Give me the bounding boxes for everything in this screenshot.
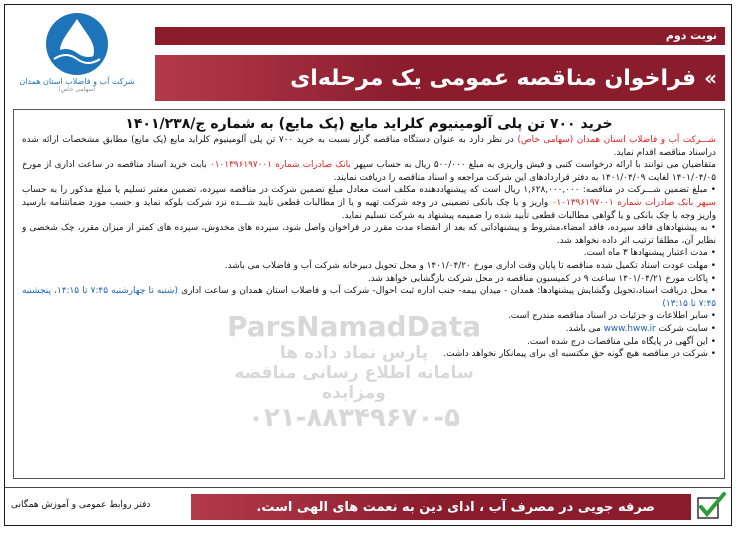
watermark-brand: ParsNamadData (227, 310, 481, 343)
paragraph-details: • سایر اطلاعات و جزئیات در اسناد مناقصه مندرج است. (507, 311, 716, 322)
guarantee-text-a: • مبلغ تضمین شـــرکت در مناقصه: ۱,۶۲۸,۰۰۰,۰۰۰ ریال است که پیشنهاددهنده مکلف است معادل مبلغ تضمین شرکت در مناقصه سپرده، تضمین معتبر تسلیم یا مبلغ مذکور را به حساب (22, 185, 717, 196)
paragraph-rejection: • به پیشنهادهای فاقد سپرده، فاقد امضاء،مشروط و پیشنهاداتی که بعد از انقضاء مدت مقرر در فراخوان واصل شود، سپرده های مخدوش، سپرده های کمتر از میزان مقرر، چک شخصی و نظایر آن، مطلقا ترتیب اثر داده نخواهد شد. (22, 223, 716, 246)
paragraph-validity: • مدت اعتبار پیشنهادها ۳ ماه است. (583, 248, 716, 259)
paragraph-no-rights: • شرکت در مناقصه هیچ گونه حق مکتسبه ای برای پیمانکار نخواهد داشت. (443, 349, 716, 360)
watermark-sub: سامانه اطلاع رسانی مناقصه ومزایده (234, 363, 474, 403)
office-hours-highlight: (شنبه تا چهارشنبه ۷:۴۵ تا ۱۴:۱۵، پنجشنبه ۷:۴۵ تا ۱۳:۱۵) (22, 286, 716, 309)
double-chevron-icon: » (704, 66, 717, 90)
guarantee-text-b: واریز و یا چک بانکی تضمینی در وجه شرکت تهیه و یا از مطالبات قطعی تأیید شـــده نزد شرکت بلوکه نماید و حسب مورد ضمانتنامه بارسید واریز وجه یا چک بانکی و یا گواهی مطالبات قطعی تأیید شده را ضمیمه پیشنهاد به شرکت تسلیم نماید. (22, 197, 716, 221)
notice-footer (5, 487, 731, 526)
paragraph-national-portal: • این آگهی در پایگاه ملی مناقصات درج شده است. (526, 336, 716, 347)
website-text-b: می باشد. (565, 323, 604, 334)
logo-company-name: شرکت آب و فاضلاب استان همدان (19, 77, 135, 86)
tender-notice (4, 4, 732, 526)
purchase-text-b: بابت خرید اسناد مناقصه در ساعت اداری از مورخ ۱۴۰۱/۰۴/۰۵ لغایت ۱۴۰۱/۰۴/۰۹ به دفتر قراردادهای این شرکت مراجعه و اسناد مناقصه را دریافت نمایند. (22, 160, 716, 183)
company-logo (13, 11, 141, 103)
notice-body (13, 109, 725, 479)
website-link[interactable]: www.hww.ir (603, 323, 656, 334)
guarantee-account-highlight: سپهر بانک صادرات شماره ۰۱۰۱۳۹۶۱۹۷۰۰۱ (551, 197, 716, 208)
round-badge: نوبت دوم (155, 27, 725, 45)
water-drop-logo-icon (46, 13, 108, 75)
paragraph-website (22, 323, 716, 336)
location-text: • محل دریافت اسناد،تحویل وگشایش پیشنهادها: همدان - میدان بیمه- جنب اداره ثبت احوال- شرکت آب و فاضلاب استان همدان و ساعت اداری (177, 286, 716, 297)
paragraph-documents-purchase (22, 159, 716, 184)
watermark-phone: ۰۲۱-۸۸۳۴۹۶۷۰-۵ (247, 403, 460, 433)
slogan-text: صرفه جویی در مصرف آب ، ادای دین به نعمت های الهی است. (256, 499, 655, 515)
intro-text: در نظر دارد به عنوان دستگاه مناقصه گزار نسبت به خرید ۷۰۰ تن پلی آلومینیوم کلراید مایع (پک مایع) مطابق مشخصات ارائه شده دراسناد مناقصه اقدام نماید. (22, 135, 716, 158)
checkmark-icon (695, 490, 727, 522)
notice-header (5, 5, 731, 105)
paragraph-intro (22, 134, 716, 159)
purchase-text-a: متقاضیان می توانند با ارائه درخواست کتبی و فیش واریزی به مبلغ ۵۰۰/۰۰۰ ریال به حساب سپهر (350, 160, 716, 171)
watermark-name: پارس نماد داده ها (279, 343, 429, 363)
paragraph-deadline: • مهلت عودت اسناد تکمیل شده مناقصه تا پایان وقت اداری مورخ ۱۴۰۱/۰۴/۲۰ و محل تحویل دبیرخانه شرکت آب و فاضلاب می باشد. (224, 260, 716, 271)
document-heading: خرید ۷۰۰ تن پلی آلومینیوم کلراید مایع (پک مایع) به شماره ج/۱۴۰۱/۲۳۸ (125, 116, 613, 132)
notice-title-bar (155, 55, 725, 101)
water-saving-slogan (191, 494, 691, 520)
company-name-highlight: شـــرکت آب و فاضلاب استان همدان (سهامی خاص) (517, 135, 716, 145)
paragraph-guarantee (22, 184, 716, 222)
notice-title: فراخوان مناقصه عمومی یک مرحله‌ای (290, 65, 697, 91)
bank-account-highlight: بانک صادرات شماره ۰۱۰۱۳۹۶۱۹۷۰۰۱ (209, 160, 351, 171)
website-text-a: • سایت شرکت (655, 323, 716, 334)
paragraph-location (22, 285, 716, 310)
paragraph-opening: • پاکات مورخ ۱۴۰۱/۰۴/۲۱ ساعت ۹ در کمیسیون مناقصه در محل شرکت بازگشایی خواهد شد. (367, 273, 716, 284)
public-relations-office: دفتر روابط عمومی و آموزش همگانی (11, 500, 151, 510)
logo-company-sub: (سهامی خاص) (58, 86, 96, 93)
